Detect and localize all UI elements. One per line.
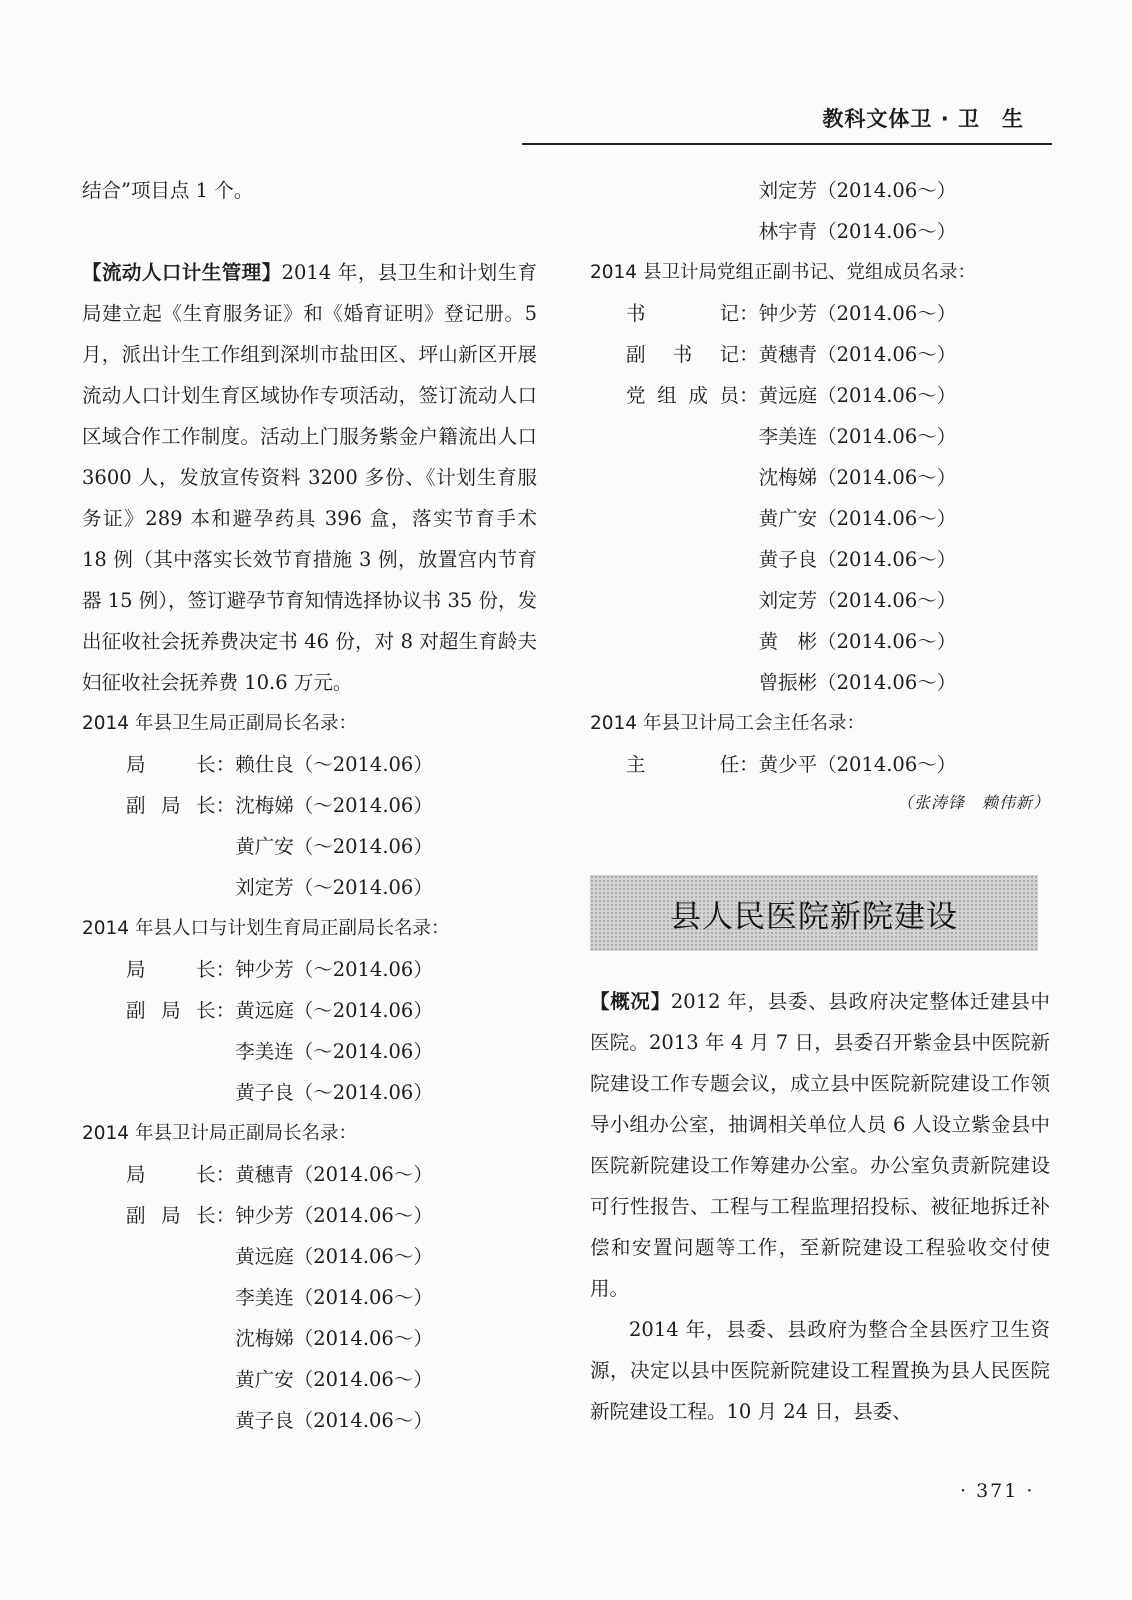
person-name: 钟少芳（2014.06～）: [235, 1204, 433, 1227]
role-separator: ：: [215, 958, 236, 981]
person-name: 李美连（～2014.06）: [235, 1040, 433, 1063]
role-separator: ：: [215, 753, 236, 776]
right-column: [590, 170, 1050, 1432]
name-row: [590, 416, 1050, 457]
left-column: [82, 170, 537, 1441]
role-label: 局长: [126, 1163, 216, 1186]
list-title: 2014 年县卫计局正副局长名录：: [82, 1123, 357, 1144]
list-title: 2014 年县卫计局工会主任名录：: [590, 713, 865, 734]
role-separator: ：: [215, 794, 236, 817]
name-row: [590, 539, 1050, 580]
name-row: [82, 1277, 537, 1318]
role-separator: ：: [215, 1204, 236, 1227]
person-name: 李美连（2014.06～）: [235, 1286, 433, 1309]
name-row: [82, 1154, 537, 1195]
person-name: 刘定芳（2014.06～）: [758, 179, 957, 202]
role-separator: ：: [215, 999, 236, 1022]
role-label: 书记: [626, 302, 740, 325]
role-label: 局长: [126, 753, 216, 776]
role-separator: ：: [739, 302, 759, 325]
union-list: [590, 703, 1050, 785]
role-separator: ：: [739, 384, 759, 407]
health-family-bureau-list: [82, 1113, 537, 1441]
person-name: 黄广安（～2014.06）: [235, 835, 433, 858]
person-name: 刘定芳（～2014.06）: [235, 876, 433, 899]
name-row: [590, 621, 1050, 662]
person-name: 钟少芳（2014.06～）: [758, 302, 957, 325]
overview-paragraph: [590, 981, 1050, 1309]
population-bureau-list: [82, 908, 537, 1113]
running-header: 教科文体卫 · 卫 生: [822, 107, 1024, 131]
person-name: 刘定芳（2014.06～）: [758, 589, 957, 612]
person-name: 黄远庭（2014.06～）: [758, 384, 957, 407]
person-name: 黄远庭（～2014.06）: [235, 999, 433, 1022]
role-label: 主任: [626, 753, 740, 776]
name-row: [590, 744, 1050, 785]
person-name: 曾振彬（2014.06～）: [758, 671, 957, 694]
name-row: [82, 949, 537, 990]
role-label: 副局长: [126, 999, 216, 1022]
list-title: 2014 年县卫生局正副局长名录：: [82, 713, 357, 734]
list-title: 2014 年县人口与计划生育局正副局长名录：: [82, 918, 450, 939]
role-label: 党组成员: [626, 384, 740, 407]
role-label: 副局长: [126, 794, 216, 817]
person-name: 黄子良（～2014.06）: [235, 1081, 433, 1104]
name-row: [590, 334, 1050, 375]
role-label: 局长: [126, 958, 216, 981]
page-number: · 371 ·: [960, 1480, 1035, 1502]
name-row: [590, 580, 1050, 621]
section-title-banner: 县人民医院新院建设: [590, 875, 1038, 951]
author-credit: （张涛锋 赖伟新）: [896, 793, 1050, 812]
name-row: [82, 1359, 537, 1400]
floating-population-body: 2014 年，县卫生和计划生育局建立起《生育服务证》和《婚育证明》登记册。5 月，派出计生工作组到深圳市盐田区、坪山新区开展流动人口计划生育区域协作专项活动，签订流动人口区域合作工作制度。活动上门服务紫金户籍流出人口 3600 人，发放宣传资料 3200 多份、《计划生育服务证》289 本和避孕药具 396 盒，落实节育手术 18 例（其中落实长效节育措施 3 例，放置宫内节育器 15 例），签订避孕节育知情选择协议书 35 份，发出征收社会抚养费决定书 46 份，对 8 对超生育龄夫妇征收社会抚养费 10.6 万元。: [82, 261, 537, 694]
name-row: [82, 1400, 537, 1441]
role-separator: ：: [215, 1163, 236, 1186]
name-row: [82, 990, 537, 1031]
name-row: [82, 1236, 537, 1277]
name-row: [590, 170, 1050, 211]
health-bureau-list: [82, 703, 537, 908]
person-name: 沈梅娣（2014.06～）: [758, 466, 957, 489]
person-name: 沈梅娣（～2014.06）: [235, 794, 433, 817]
name-row: [590, 498, 1050, 539]
name-row: [590, 662, 1050, 703]
person-name: 黄子良（2014.06～）: [235, 1409, 433, 1432]
name-row: [82, 867, 537, 908]
second-paragraph: 2014 年，县委、县政府为整合全县医疗卫生资源，决定以县中医院新院建设工程置换为县人民医院新院建设工程。10 月 24 日，县委、: [590, 1318, 1050, 1423]
name-row: [82, 826, 537, 867]
person-name: 黄穗青（2014.06～）: [235, 1163, 433, 1186]
person-name: 黄子良（2014.06～）: [758, 548, 957, 571]
name-row: [590, 375, 1050, 416]
name-row: [82, 1031, 537, 1072]
role-separator: ：: [739, 753, 759, 776]
person-name: 黄 彬（2014.06～）: [758, 630, 957, 653]
name-row: [590, 293, 1050, 334]
person-name: 黄远庭（2014.06～）: [235, 1245, 433, 1268]
floating-population-paragraph: [82, 252, 537, 703]
role-separator: ：: [739, 343, 759, 366]
person-name: 赖仕良（～2014.06）: [235, 753, 433, 776]
person-name: 李美连（2014.06～）: [758, 425, 957, 448]
continuation-text: 结合”项目点 1 个。: [82, 179, 254, 202]
name-row: [82, 1318, 537, 1359]
name-row: [82, 744, 537, 785]
continuation-list: [590, 170, 1050, 252]
party-group-list: [590, 252, 1050, 703]
person-name: 黄广安（2014.06～）: [758, 507, 957, 530]
name-row: [82, 1195, 537, 1236]
floating-population-heading: 【流动人口计生管理】: [82, 261, 282, 284]
name-row: [590, 457, 1050, 498]
person-name: 林宇青（2014.06～）: [758, 220, 957, 243]
overview-heading: 【概况】: [590, 990, 671, 1013]
person-name: 黄广安（2014.06～）: [235, 1368, 433, 1391]
person-name: 黄穗青（2014.06～）: [758, 343, 957, 366]
header-rule: [522, 143, 1052, 145]
name-row: [590, 211, 1050, 252]
person-name: 黄少平（2014.06～）: [758, 753, 957, 776]
person-name: 沈梅娣（2014.06～）: [235, 1327, 433, 1350]
role-label: 副书记: [626, 343, 740, 366]
person-name: 钟少芳（～2014.06）: [235, 958, 433, 981]
overview-body: 2012 年，县委、县政府决定整体迁建县中医院。2013 年 4 月 7 日，县委召开紫金县中医院新院建设工作专题会议，成立县中医院新院建设工作领导小组办公室，抽调相关单位人员 6 人设立紫金县中医院新院建设工作筹建办公室。办公室负责新院建设可行性报告、工程与工程监理招投标、被征地拆迁补偿和安置问题等工作，至新院建设工程验收交付使用。: [590, 990, 1050, 1300]
role-label: 副局长: [126, 1204, 216, 1227]
list-title: 2014 县卫计局党组正副书记、党组成员名录：: [590, 262, 976, 283]
name-row: [82, 1072, 537, 1113]
name-row: [82, 785, 537, 826]
